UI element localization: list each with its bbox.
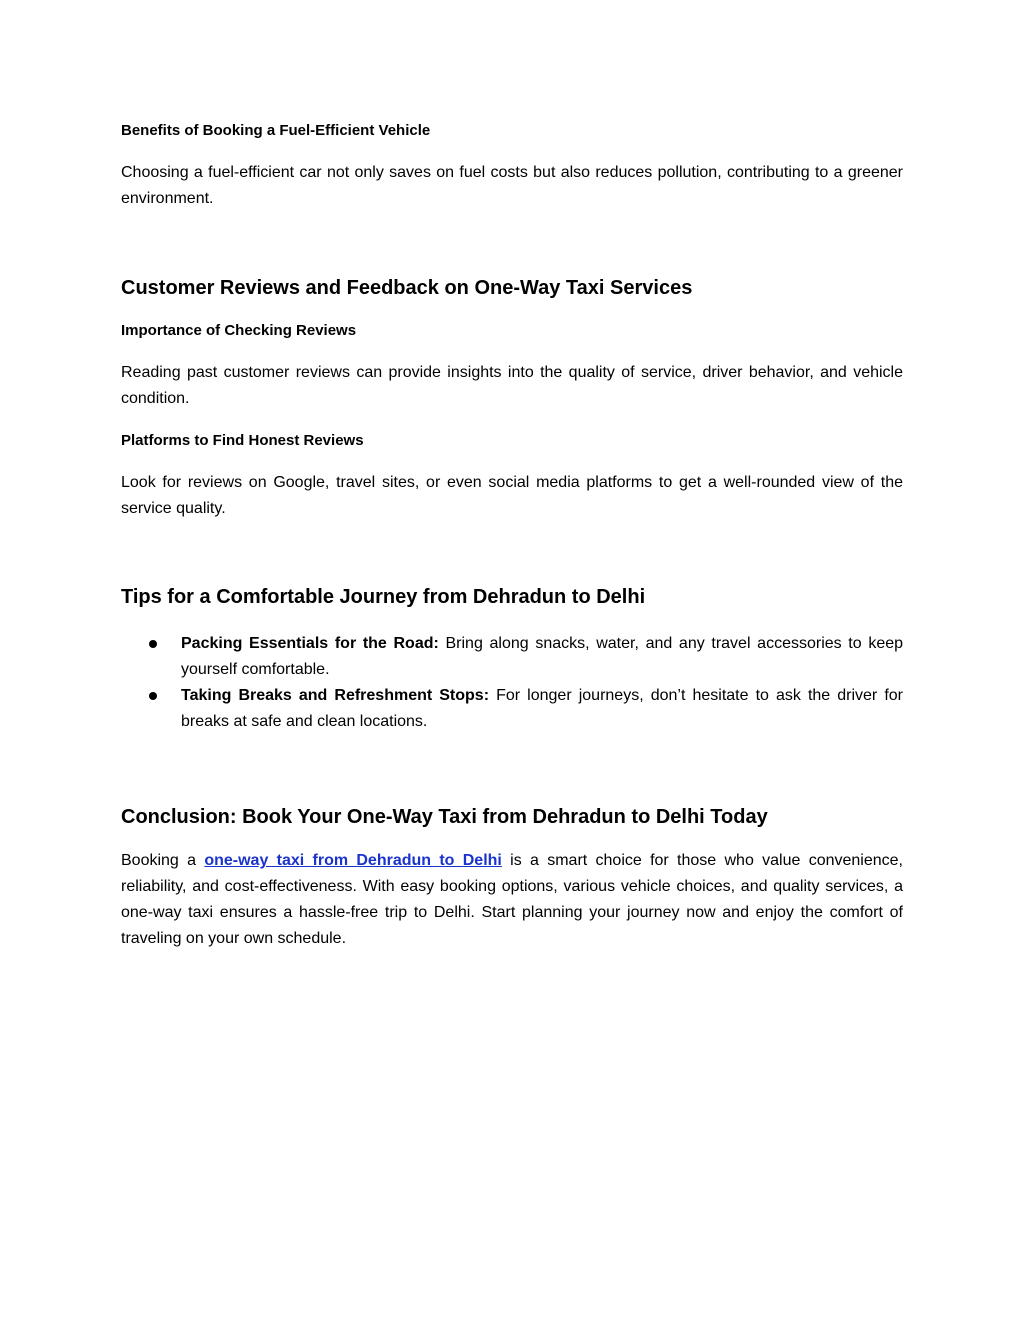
- bullet-icon: [149, 640, 157, 648]
- reviews-section-title: Customer Reviews and Feedback on One-Way Taxi Services: [121, 277, 693, 299]
- tip-label: Packing Essentials for the Road:: [181, 635, 439, 652]
- bullet-icon: [149, 692, 157, 700]
- fuel-paragraph: Choosing a fuel-efficient car not only saves on fuel costs but also reduces pollution, contributing to a greener environment.: [121, 164, 903, 207]
- document-page: [121, 118, 903, 952]
- platforms-heading: Platforms to Find Honest Reviews: [121, 432, 364, 449]
- tip-text: Bring along snacks, water, and any travel accessories to keep yourself comfortable.: [181, 635, 904, 678]
- importance-paragraph: Reading past customer reviews can provide insights into the quality of service, driver behavior, and vehicle condition.: [121, 364, 903, 407]
- conclusion-section-title: Conclusion: Book Your One-Way Taxi from Dehradun to Delhi Today: [121, 806, 768, 828]
- tip-label: Taking Breaks and Refreshment Stops:: [181, 687, 490, 704]
- fuel-heading: Benefits of Booking a Fuel-Efficient Vehicle: [121, 122, 431, 139]
- list-item: [121, 683, 903, 735]
- list-item: [121, 631, 903, 683]
- conclusion-prefix: Booking a: [121, 852, 205, 869]
- tips-list: [121, 631, 903, 735]
- conclusion-suffix: is a smart choice for those who value convenience, reliability, and cost-effectiveness. With easy booking options, various vehicle choices, and quality services, a one-way taxi ensures a hassle-free trip to Delhi. Start planning your journey now and enjoy the comfort of traveling on your own schedule.: [121, 852, 903, 947]
- taxi-booking-link[interactable]: one-way taxi from Dehradun to Delhi: [204, 852, 502, 869]
- importance-heading: Importance of Checking Reviews: [121, 322, 357, 339]
- tip-text: For longer journeys, don’t hesitate to ask the driver for breaks at safe and clean locations.: [181, 687, 904, 730]
- platforms-paragraph: Look for reviews on Google, travel sites, or even social media platforms to get a well-rounded view of the service quality.: [121, 474, 903, 517]
- tips-section-title: Tips for a Comfortable Journey from Dehradun to Delhi: [121, 586, 646, 608]
- conclusion-paragraph: [121, 848, 903, 952]
